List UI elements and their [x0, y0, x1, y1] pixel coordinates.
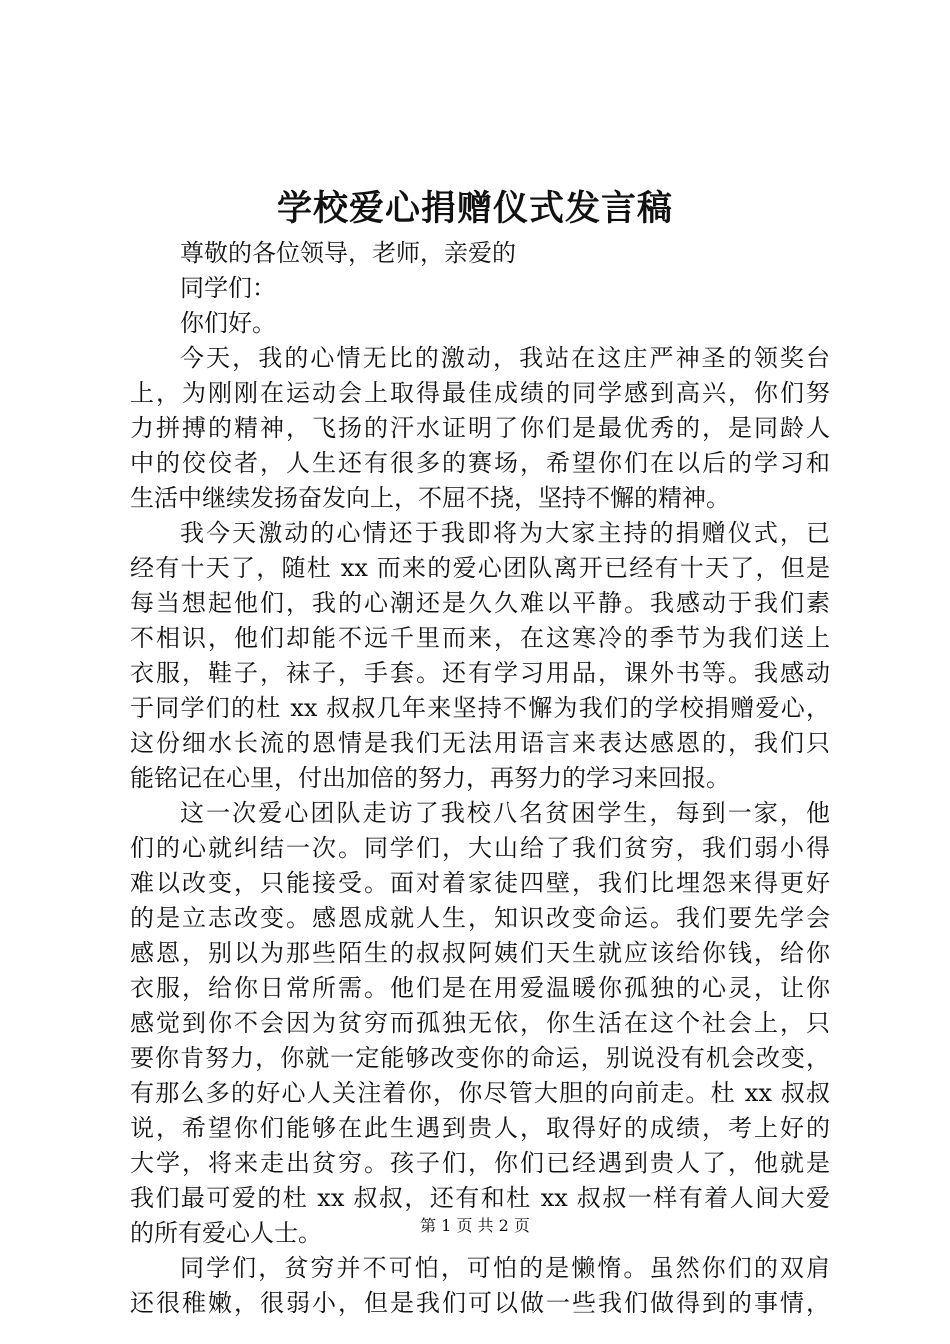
paragraph-1-line: 今天，我的心情无比的激动，我站在这庄严神圣的领奖台: [180, 344, 830, 372]
paragraph-3-line: 的所有爱心人士。: [130, 1219, 322, 1247]
paragraph-2-line: 每当想起他们，我的心潮还是久久难以平静。我感动于我们素: [130, 589, 830, 617]
paragraph-1-line: 生活中继续发扬奋发向上，不屈不挠，坚持不懈的精神。: [130, 484, 730, 512]
paragraph-3-line: 说，希望你们能够在此生遇到贵人，取得好的成绩，考上好的: [130, 1114, 830, 1142]
paragraph-2-line: 这份细水长流的恩情是我们无法用语言来表达感恩的，我们只: [130, 729, 830, 757]
paragraph-2-line: 能铭记在心里，付出加倍的努力，再努力的学习来回报。: [130, 764, 730, 792]
salutation-line: 同学们：: [180, 274, 276, 302]
paragraph-1-line: 中的佼佼者，人生还有很多的赛场，希望你们在以后的学习和: [130, 449, 830, 477]
paragraph-4-line: 同学们，贫穷并不可怕，可怕的是懒惰。虽然你们的双肩: [180, 1254, 830, 1282]
greeting-line: 你们好。: [180, 309, 276, 337]
paragraph-2-line: 我今天激动的心情还于我即将为大家主持的捐赠仪式，已: [180, 519, 830, 547]
paragraph-2-line: 经有十天了，随杜 xx 而来的爱心团队离开已经有十天了，但是: [130, 554, 830, 582]
page-number-footer: 第 1 页 共 2 页: [420, 1216, 530, 1235]
paragraph-3-line: 难以改变，只能接受。面对着家徒四壁，我们比埋怨来得更好: [130, 869, 830, 897]
paragraph-2-line: 不相识，他们却能不远千里而来，在这寒冷的季节为我们送上: [130, 624, 830, 652]
paragraph-3-line: 要你肯努力，你就一定能够改变你的命运，别说没有机会改变，: [130, 1044, 830, 1072]
paragraph-3-line: 感觉到你不会因为贫穷而孤独无依，你生活在这个社会上，只: [130, 1009, 830, 1037]
paragraph-3-line: 的是立志改变。感恩成就人生，知识改变命运。我们要先学会: [130, 904, 830, 932]
paragraph-3-line: 衣服，给你日常所需。他们是在用爱温暖你孤独的心灵，让你: [130, 974, 830, 1002]
paragraph-3-line: 这一次爱心团队走访了我校八名贫困学生，每到一家，他: [180, 799, 830, 827]
paragraph-2-line: 于同学们的杜 xx 叔叔几年来坚持不懈为我们的学校捐赠爱心，: [130, 694, 830, 722]
paragraph-3-line: 们的心就纠结一次。同学们，大山给了我们贫穷，我们弱小得: [130, 834, 830, 862]
document-title: 学校爱心捐赠仪式发言稿: [276, 188, 673, 229]
document-body: [130, 236, 830, 1321]
paragraph-3-line: 感恩，别以为那些陌生的叔叔阿姨们天生就应该给你钱，给你: [130, 939, 830, 967]
salutation-line: 尊敬的各位领导，老师，亲爱的: [180, 239, 516, 267]
paragraph-3-line: 有那么多的好心人关注着你，你尽管大胆的向前走。杜 xx 叔叔: [130, 1079, 830, 1107]
paragraph-1-line: 上，为刚刚在运动会上取得最佳成绩的同学感到高兴，你们努: [130, 379, 830, 407]
paragraph-1-line: 力拼搏的精神，飞扬的汗水证明了你们是最优秀的，是同龄人: [130, 414, 830, 442]
paragraph-4-line: 还很稚嫩，很弱小，但是我们可以做一些我们做得到的事情，: [130, 1289, 830, 1317]
paragraph-3-line: 我们最可爱的杜 xx 叔叔，还有和杜 xx 叔叔一样有着人间大爱: [130, 1184, 830, 1212]
paragraph-3-line: 大学，将来走出贫穷。孩子们，你们已经遇到贵人了，他就是: [130, 1149, 830, 1177]
paragraph-2-line: 衣服，鞋子，袜子，手套。还有学习用品，课外书等。我感动: [130, 659, 830, 687]
